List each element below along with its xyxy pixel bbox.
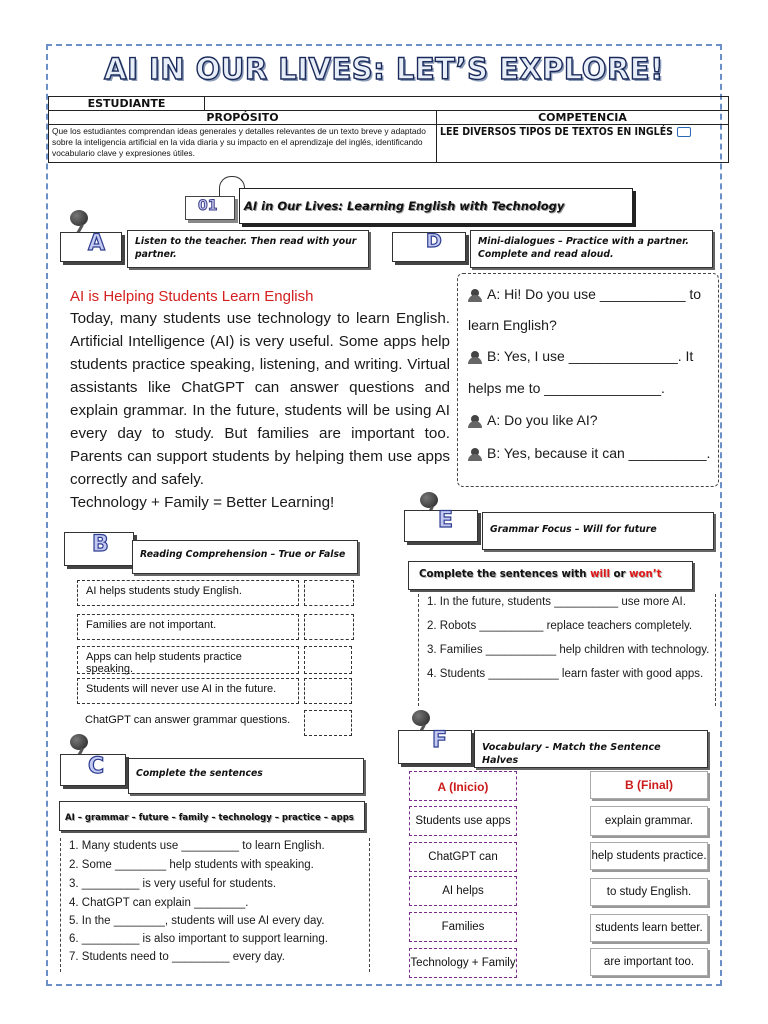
tf-answer-box[interactable]	[304, 710, 352, 736]
dialogue-box	[457, 273, 719, 487]
card-f	[398, 716, 720, 772]
page-title: AI IN OUR LIVES: LET’S EXPLORE!	[104, 52, 664, 86]
pin-icon	[68, 734, 92, 756]
match-b-item[interactable]: are important too.	[590, 948, 708, 976]
purpose-label: PROPÓSITO	[49, 111, 437, 125]
sentence-item: 6. _________ is also important to support learning.	[69, 933, 328, 945]
info-table	[48, 96, 729, 163]
card-d	[392, 226, 718, 272]
reading-text	[70, 288, 450, 514]
match-a-item[interactable]: Students use apps	[409, 806, 517, 836]
sentence-item: 4. ChatGPT can explain ________.	[69, 897, 249, 909]
dialogue-line-1: A: Hi! Do you use ___________ to	[468, 286, 701, 302]
complete-sentences-list	[60, 838, 370, 972]
will-word: will	[590, 569, 610, 580]
student-label: ESTUDIANTE	[49, 97, 205, 111]
sentence-item: 5. In the ________, students will use AI every day.	[69, 915, 325, 927]
tf-statement: ChatGPT can answer grammar questions.	[77, 710, 299, 736]
sentence-item: 7. Students need to _________ every day.	[69, 951, 285, 963]
tf-answer-box[interactable]	[304, 614, 354, 640]
card-a-instruction: Listen to the teacher. Then read with your partner.	[127, 230, 369, 268]
match-b-item[interactable]: students learn better.	[590, 914, 708, 942]
competence-text: LEE DIVERSOS TIPOS DE TEXTOS EN INGLÉS	[440, 126, 673, 138]
will-sentence-item: 3. Families ___________ help children with technology.	[427, 644, 710, 656]
card-e	[404, 496, 716, 550]
card-a-letter: A	[88, 231, 106, 256]
pin-icon	[410, 710, 434, 732]
wont-word: won’t	[629, 569, 662, 580]
will-sentence-item: 1. In the future, students __________ use more AI.	[427, 596, 686, 608]
competence-label: COMPETENCIA	[437, 111, 729, 125]
tf-statement: Apps can help students practice speaking.	[77, 646, 299, 674]
speaker-icon	[468, 351, 484, 364]
match-head-b: B (Final)	[590, 771, 708, 799]
will-sentences-list	[418, 594, 716, 706]
reading-body: Today, many students use technology to learn English. Artificial Intelligence (AI) is very useful. Some apps help students practice speaking, listening, and writing. Virtual assistants like ChatGPT can answer questions and explain grammar. In the future, students will be using AI every day to study. But families are important too. Parents can support students by helping them use apps correctly and safely.	[70, 310, 450, 488]
card-d-instruction: Mini-dialogues – Practice with a partner. Complete and read aloud.	[470, 230, 713, 268]
grammar-prefix: Complete the sentences with	[419, 569, 591, 580]
checkbox-icon[interactable]	[677, 127, 691, 137]
match-b-item[interactable]: help students practice.	[590, 842, 708, 870]
speaker-icon	[468, 415, 484, 428]
card-e-letter: E	[438, 508, 454, 533]
match-a-item[interactable]: Technology + Family	[409, 948, 517, 978]
card-f-letter: F	[432, 728, 448, 753]
dialogue-line-4: helps me to _______________.	[468, 380, 665, 396]
sentence-item: 3. _________ is very useful for students.	[69, 878, 277, 890]
match-a-item[interactable]: Families	[409, 912, 517, 942]
student-name-field[interactable]	[205, 97, 729, 111]
match-head-a: A (Inicio)	[409, 771, 517, 801]
will-sentence-item: 4. Students ___________ learn faster with good apps.	[427, 668, 704, 680]
will-sentence-item: 2. Robots __________ replace teachers completely.	[427, 620, 693, 632]
purpose-text: Que los estudiantes comprendan ideas generales y detalles relevantes de un texto breve y adaptado sobre la inteligencia artificial en la vida diaria y su impacto en el aprendizaje del inglés, identificando vocabulario clave y expresiones útiles.	[49, 125, 437, 163]
dialogue-line-2: learn English?	[468, 317, 557, 333]
card-b-instruction: Reading Comprehension – True or False	[132, 540, 358, 574]
card-d-letter: D	[426, 230, 442, 252]
card-c-instruction: Complete the sentences	[128, 758, 364, 794]
tf-statement: AI helps students study English.	[77, 580, 299, 606]
card-b	[64, 528, 364, 576]
sentence-item: 1. Many students use _________ to learn English.	[69, 840, 325, 852]
sentence-item: 2. Some ________ help students with speaking.	[69, 859, 314, 871]
match-a-item[interactable]: ChatGPT can	[409, 842, 517, 872]
speaker-icon	[468, 448, 484, 461]
card-b-letter: B	[92, 532, 109, 557]
section-number: 01	[198, 198, 218, 214]
dialogue-line-3: B: Yes, I use ______________. It	[468, 348, 693, 364]
section-title-text: AI in Our Lives: Learning English with Technology	[244, 199, 565, 213]
competence-cell	[437, 125, 729, 163]
pin-icon	[68, 210, 92, 232]
dialogue-line-6: B: Yes, because it can __________.	[468, 445, 710, 461]
match-b-item[interactable]: to study English.	[590, 878, 708, 906]
card-a	[60, 218, 370, 268]
card-c	[60, 740, 366, 796]
card-c-letter: C	[88, 754, 105, 779]
tf-statement: Families are not important.	[77, 614, 299, 640]
card-f-instruction: Vocabulary - Match the Sentence Halves	[474, 730, 708, 768]
tf-answer-box[interactable]	[304, 678, 352, 704]
dialogue-line-5: A: Do you like AI?	[468, 412, 598, 428]
match-a-item[interactable]: AI helps	[409, 876, 517, 906]
reading-tagline: Technology + Family = Better Learning!	[70, 494, 335, 511]
or-word: or	[609, 569, 630, 580]
match-b-item[interactable]: explain grammar.	[590, 806, 708, 836]
card-e-instruction: Grammar Focus – Will for future	[482, 512, 714, 550]
reading-heading: AI is Helping Students Learn English	[70, 288, 314, 305]
tf-statement: Students will never use AI in the future.	[77, 678, 299, 704]
tf-answer-box[interactable]	[304, 580, 354, 606]
speaker-icon	[468, 289, 484, 302]
tf-answer-box[interactable]	[304, 646, 352, 674]
word-bank: AI – grammar – future – family – technology – practice – apps	[59, 801, 365, 831]
grammar-instruction-bar	[408, 561, 693, 590]
